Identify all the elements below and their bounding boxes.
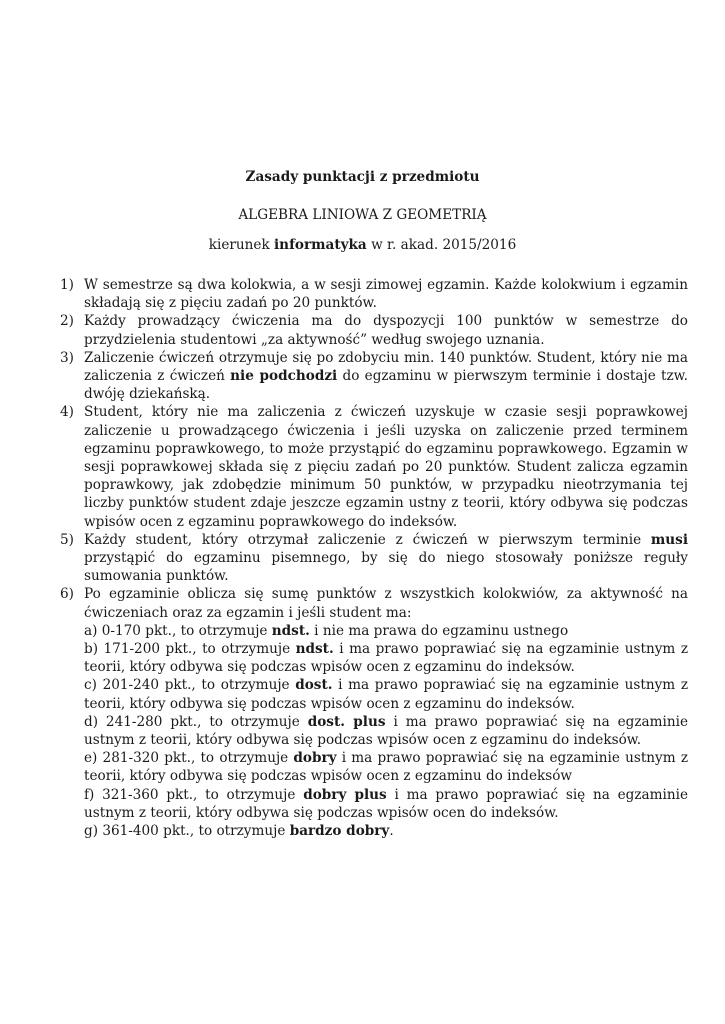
grade-text-end: i ma prawo poprawiać się na egzaminie ustnym z teorii, który odbywa się podczas wpisów ocen z egzaminu do indeksów. [84,713,688,749]
rule-item [60,312,688,348]
rule-text: Po egzaminie oblicza się sumę punktów z wszystkich kolokwiów, za aktywność na ćwiczeniach oraz za egzamin i jeśli student ma: [84,586,688,621]
program-suffix: w r. akad. 2015/2016 [366,237,517,253]
rule-text: W semestrze są dwa kolokwia, a w sesji zimowej egzamin. Każde kolokwium i egzamin składają się z pięciu zadań po 20 punktów. [84,277,688,312]
grade-name: ndst. [271,622,310,639]
grade-name: dost. [295,677,333,694]
rule-number: 1) [60,277,74,293]
grade-text: e) 281-320 pkt., to otrzymuje [84,750,294,767]
grade-text: d) 241-280 pkt., to otrzymuje [84,713,308,730]
rule-text-start: Zaliczenie ćwiczeń otrzymuje się po zdobyciu min. 140 punktów. Student, który nie ma zaliczenia z ćwiczeń [84,349,688,385]
grade-text: c) 201-240 pkt., to otrzymuje [84,677,296,694]
rule-text-end: do egzaminu w pierwszym terminie i dostaje tzw. dwóję dziekańską. [84,368,688,403]
rule-text: Student, który nie ma zaliczenia z ćwiczeń uzyskuje w czasie sesji poprawkowej zaliczenie u prowadzącego ćwiczenia i jeśli uzyska on zaliczenie przed terminem egzaminu poprawkowego, to może przystąpić do egzaminu poprawkowego. Egzamin w sesji poprawkowej składa się z pięciu zadań po 20 punktów. Student zalicza egzamin poprawkowy, jak zdobędzie minimum 50 punktów, w przypadku nieotrzymania tej liczby punktów student zdaje jeszcze egzamin ustny z teorii, który odbywa się podczas wpisów ocen z egzaminu poprawkowego do indeksów. [84,404,688,530]
program-name: informatyka [274,237,367,253]
grade-name: bardzo dobry [289,823,390,840]
rule-text: Każdy prowadzący ćwiczenia ma do dyspozycji 100 punktów w semestrze do przydzielenia studentowi „za aktywność” według swojego uznania. [84,313,688,348]
rule-item [60,585,688,840]
rule-text-start: Każdy student, który otrzymał zaliczenie z ćwiczeń w pierwszym terminie [84,531,651,548]
grade-text-end: i ma prawo poprawiać się na egzaminie ustnym z teorii, który odbywa się podczas wpisów ocen do indeksów. [84,786,689,821]
rule-number: 5) [60,531,74,548]
grade-name: dost. plus [307,713,386,730]
rule-number: 6) [60,586,74,603]
rule-item [60,403,688,530]
grade-name: ndst. [295,641,334,658]
program-prefix: kierunek [208,237,275,253]
rule-number: 2) [60,313,74,330]
rule-item [60,349,688,404]
grade-text-end: i ma prawo poprawiać się na egzaminie ustnym z teorii, który odbywa się podczas wpisów ocen z egzaminu do indeksów. [84,641,688,676]
grade-rule-g [84,822,688,840]
grade-rule-b [84,640,688,676]
grade-text: f) 321-360 pkt., to otrzymuje [84,786,304,803]
grade-rule-a [84,622,688,640]
grade-name: dobry [293,750,337,767]
rules-list [60,276,688,840]
grade-text-end: . [389,823,394,840]
grade-text: a) 0-170 pkt., to otrzymuje [84,622,272,639]
grade-name: dobry plus [303,786,387,803]
page-title: Zasady punktacji z przedmiotu [245,169,480,185]
rule-emphasis: musi [650,531,688,548]
grade-text-end: i ma prawo poprawiać się na egzaminie ustnym z teorii, który odbywa się podczas wpisów ocen z egzaminu do indeksów. [84,677,688,712]
rule-emphasis: nie podchodzi [230,368,338,385]
grade-text-end: i nie ma prawa do egzaminu ustnego [309,622,569,639]
grade-text: g) 361-400 pkt., to otrzymuje [84,823,290,840]
grade-text: b) 171-200 pkt., to otrzymuje [84,641,296,658]
rule-text-end: przystąpić do egzaminu pisemnego, by się do niego stosowały poniższe reguły sumowania punktów. [84,550,688,585]
grade-rule-e [84,749,688,785]
grade-rule-f [84,786,688,822]
rule-item [60,531,688,586]
grade-rule-c [84,676,688,712]
course-name: ALGEBRA LINIOWA Z GEOMETRIĄ [238,207,487,223]
rule-number: 3) [60,349,74,366]
rule-item [60,276,688,312]
rule-number: 4) [60,404,74,421]
program-line [0,236,725,254]
grade-rule-d [84,713,688,749]
grade-text-end: i ma prawo poprawiać się na egzaminie ustnym z teorii, który odbywa się podczas wpisów ocen z egzaminu do indeksów [84,750,688,785]
